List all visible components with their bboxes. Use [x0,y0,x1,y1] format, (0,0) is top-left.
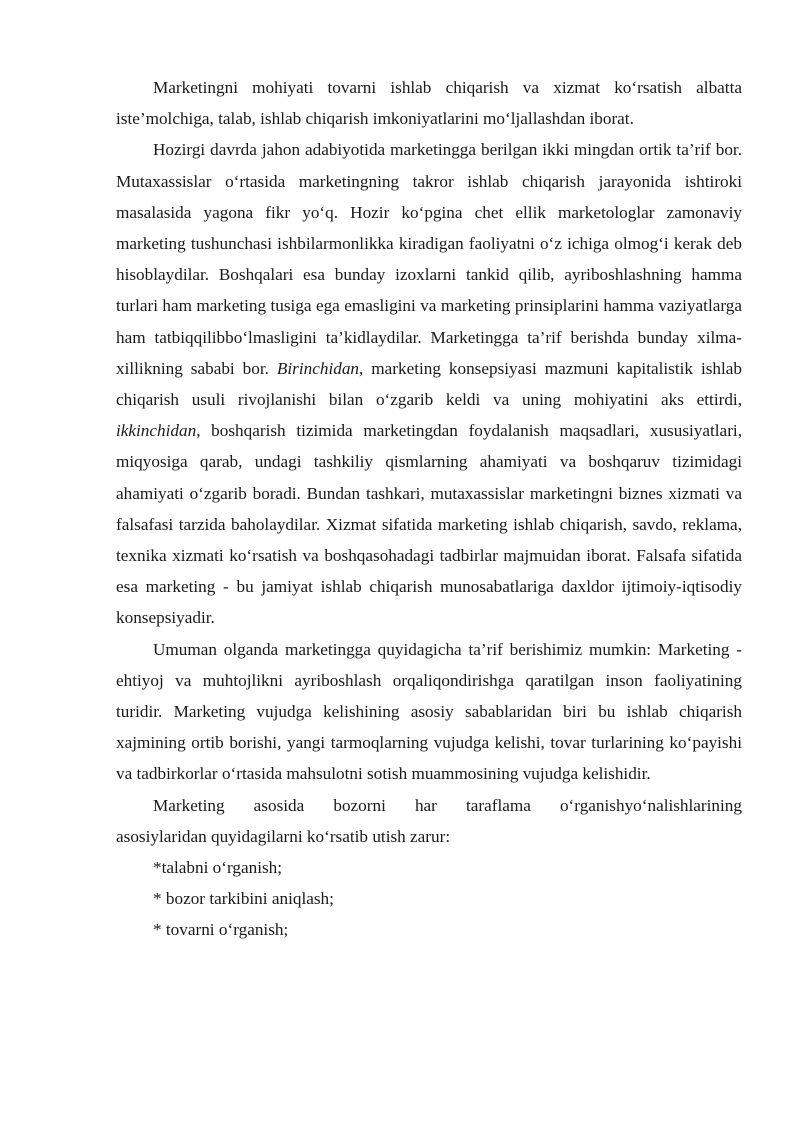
text-run: Hozirgi davrda jahon adabiyotida marketingga berilgan ikki mingdan ortik ta’rif bor. Mutaxassislar o‘rtasida marketingning takror ishlab chiqarish jarayonida ishtiroki masalasida yagona fikr yo‘q. Hozir ko‘pgina chet ellik marketologlar zamonaviy marketing tushunchasi ishbilarmonlikka kiradigan faoliyatni o‘z ichiga olmog‘i kerak deb hisoblaydilar. Boshqalari esa bunday izoxlarni tankid qilib, ayriboshlashning hamma turlari ham marketing tusiga ega emasligini va marketing prinsiplarini hamma vaziyatlarga ham tatbiqqilibbo‘lmasligini ta’kidlaydilar. Marketingga ta’rif berishda bunday xilma-xillikning sababi bor. [116,140,742,378]
list-item: * tovarni o‘rganish; [153,920,289,940]
body-text [116,72,742,852]
list-item: *talabni o‘rganish; [153,858,283,878]
paragraph-p2 [116,134,742,633]
text-run: , boshqarish tizimida marketingdan foydalanish maqsadlari, xususiyatlari, miqyosiga qarab, undagi tashkiliy qismlarning ahamiyati va boshqaruv tizimidagi ahamiyati o‘zgarib boradi. Bundan tashkari, mutaxassislar marketingni biznes xizmati va falsafasi tarzida baholaydilar. Xizmat sifatida marketing ishlab chiqarish, savdo, reklama, texnika xizmati ko‘rsatish va boshqasohadagi tadbirlar majmuidan iborat. Falsafa sifatida esa marketing - bu jamiyat ishlab chiqarish munosabatlariga daxldor ijtimoiy-iqtisodiy konsepsiyadir. [116,421,742,628]
list-item: * bozor tarkibini aniqlash; [153,889,334,909]
paragraph-p1 [116,72,742,134]
text-run: Umuman olganda marketingga quyidagicha ta’rif berishimiz mumkin: Marketing - ehtiyoj va muhtojlikni ayriboshlash orqaliqondirishga qaratilgan inson faoliyatining turidir. Marketing vujudga kelishining asosiy sabablaridan biri bu ishlab chiqarish xajmining ortib borishi, yangi tarmoqlarning vujudga kelishi, tovar turlarining ko‘payishi va tadbirkorlar o‘rtasida mahsulotni sotish muammosining vujudga kelishidir. [116,639,742,784]
paragraph-p4a [116,790,742,821]
text-run: Marketingni mohiyati tovarni ishlab chiqarish va xizmat ko‘rsatish albatta iste’molchiga, talab, ishlab chiqarish imkoniyatlarini mo‘ljallashdan iborat. [116,78,742,129]
paragraph-p4b [116,821,742,852]
bullet-list [116,852,742,946]
text-run: asosiylaridan quyidagilarni ko‘rsatib utish zarur: [116,826,451,846]
document-page [116,72,742,946]
text-run: , marketing konsepsiyasi mazmuni kapitalistik ishlab chiqarish usuli rivojlanishi bilan o‘zgarib keldi va uning mohiyatini aks ettirdi, [116,358,743,410]
italic-term: ikkinchidan [116,421,197,441]
italic-term: Birinchidan [276,358,360,378]
text-run: Marketing asosida bozorni har taraflama o‘rganishyo‘nalishlarining [153,795,742,815]
paragraph-p3 [116,634,742,790]
